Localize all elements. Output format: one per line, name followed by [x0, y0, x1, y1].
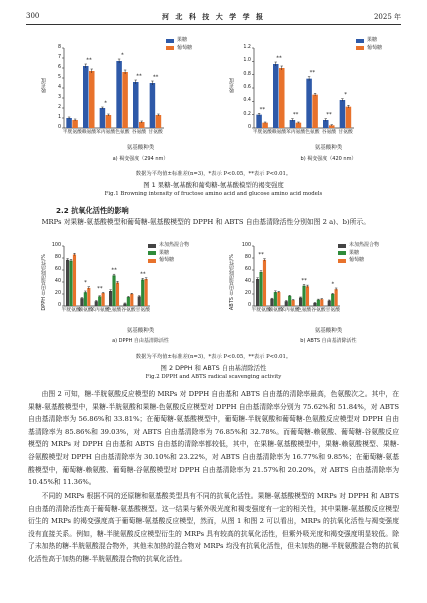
figure1-a-ylabel: 吸光度 [41, 78, 47, 93]
y-tick-label: 3 [57, 95, 61, 100]
figure1-a-legend [166, 37, 192, 52]
bar [346, 107, 352, 128]
legend-label-unheated: 未加热混合物 [159, 242, 190, 248]
x-tick-label: 色氨酸 [115, 130, 130, 135]
x-tick-label: 半胱氨酸 [61, 308, 81, 313]
x-tick-label: 谷氨酸 [321, 130, 337, 135]
page-number: 300 [26, 12, 40, 20]
x-tick-label: 色氨酸 [296, 308, 312, 313]
bar [312, 95, 318, 128]
legend-swatch-glucose [166, 46, 174, 50]
bar [106, 115, 112, 128]
legend-label-glucose: 葡萄糖 [349, 257, 365, 264]
bar [340, 100, 346, 128]
x-tick-label: 苯丙氨酸 [280, 308, 300, 313]
bar [335, 289, 338, 306]
legend-swatch-fructose [356, 39, 364, 43]
bar [66, 118, 72, 128]
x-tick-label: 甘氨酸 [148, 130, 163, 135]
bar [299, 298, 302, 306]
significance-mark: ** [309, 70, 316, 77]
bar [133, 82, 139, 128]
body-paragraph-2: 不同的 MRPs 根据不同的还原糖和氨基酸类型具有不同的抗氧化活性。果糖-氨基酸模型的 MRPs 对 DPPH 和 ABTS 自由基的清除活性高于葡萄糖-氨基酸模型。这一结果与紫外吸光度和褐变强度有一定的相关性，其中果糖-氨基酸反应模型衍生的 MRPs 的褐变强度高于葡萄糖-氨基酸反应模型，然而，从图 1 和图 2 可以看出，MRPs 的抗氧化活性与褐变强度没有直接关系。例如，糖-半胱氨酸反应模型衍生的 MRPs 具有较高的抗氧化活性，但紫外吸光度和褐变强度明显较低。除了未加热的糖-半胱氨酸混合物外，其他未加热的混合物对 MRPs 均没有抗氧化活性，但未加热的糖-半胱氨酸混合物的抗氧化活性高于加热的糖-半胱氨酸混合物的抗氧化活性。 [28, 492, 399, 563]
y-tick-label: 80 [244, 255, 251, 260]
figure2-panel-b [226, 242, 411, 352]
y-tick-label: 6 [57, 65, 61, 70]
y-tick-label: 1 [57, 115, 61, 120]
x-tick-label: 苯丙氨酸 [96, 130, 116, 135]
x-tick-label: 半胱氨酸 [252, 130, 272, 135]
bar [156, 115, 162, 128]
bar [138, 296, 141, 306]
significance-mark: * [331, 281, 335, 288]
y-tick-label: 100 [51, 243, 61, 248]
figure2-a-legend [148, 242, 189, 265]
x-tick-label: 苯丙氨酸 [90, 308, 110, 313]
y-tick-label: 4 [57, 85, 61, 90]
bar [116, 61, 122, 128]
bar [95, 301, 98, 306]
significance-mark: ** [136, 73, 142, 80]
bar [263, 260, 266, 306]
bar [306, 79, 312, 128]
y-tick-label: 80 [54, 255, 61, 260]
figure1-caption-en: Fig.1 Browning intensity of fructose amino acid and glucose amino acid models [104, 191, 323, 197]
bar [122, 72, 128, 128]
x-tick-label: 半胱氨酸 [251, 308, 271, 313]
bar [256, 115, 262, 128]
bar [100, 108, 106, 128]
figure1-a-subtitle: a) 褐变强度（294 nm） [112, 156, 169, 162]
bar [262, 123, 268, 128]
bar [270, 299, 273, 306]
y-tick-label: 40 [54, 279, 61, 284]
bar [98, 296, 101, 306]
figure2-a-ylabel: DPPH 自由基清除活性/% [41, 254, 47, 311]
significance-mark: ** [276, 55, 282, 62]
bar [317, 300, 320, 306]
legend-label-glucose: 葡萄糖 [177, 44, 193, 51]
bar [279, 68, 285, 128]
bar [259, 272, 262, 306]
significance-mark: ** [292, 112, 299, 119]
bar [285, 301, 288, 306]
figure1-note: 数据为平均值±标准差(n=3)，*表示 P<0.05，**表示 P<0.01。 [135, 171, 292, 177]
figure2-b-ylabel: ABTS 自由基清除活性/% [229, 254, 235, 311]
y-tick-label: 0.6 [243, 85, 251, 90]
legend-label-glucose: 葡萄糖 [159, 257, 175, 264]
legend-swatch-unheated [148, 244, 156, 248]
page-header [26, 12, 401, 24]
y-tick-label: 0.4 [243, 98, 251, 104]
bar [273, 64, 279, 128]
x-tick-label: 甘氨酸 [135, 308, 151, 313]
bar [141, 280, 144, 306]
significance-mark: * [84, 280, 87, 287]
bar [150, 83, 156, 128]
y-tick-label: 0.2 [243, 111, 251, 117]
intro-paragraph: MRPs 对果糖-氨基酸模型和葡萄糖-氨基酸模型的 DPPH 和 ABTS 自由基清除活性分别如图 2 a)、b)所示。 [41, 218, 371, 226]
y-tick-label: 0 [247, 125, 251, 130]
x-tick-label: 谷氨酸 [131, 130, 147, 135]
y-tick-label: 0 [57, 125, 61, 130]
bar [331, 294, 334, 306]
legend-swatch-fructose [148, 251, 156, 255]
y-tick-label: 60 [244, 267, 251, 272]
legend-swatch-fructose [338, 251, 346, 255]
publication-year: 2025 年 [373, 13, 401, 21]
significance-mark: ** [259, 106, 266, 113]
section-heading: 2.2 抗氧化活性的影响 [56, 206, 129, 215]
bar [320, 299, 323, 306]
figure2-panel-a [38, 242, 223, 352]
figure2-note: 数据为平均值±标准差(n=3)，*表示 P<0.05，**表示 P<0.01。 [135, 354, 292, 360]
bar [127, 297, 130, 306]
x-tick-label: 甘氨酸 [338, 130, 353, 135]
y-tick-label: 100 [241, 243, 251, 248]
bar [306, 286, 309, 306]
significance-mark: ** [140, 271, 146, 278]
significance-mark: ** [152, 74, 159, 81]
figure2-caption-en: Fig.2 DPPH and ABTS radical scavenging activity [145, 374, 282, 380]
bar [66, 260, 69, 306]
x-tick-label: 赖氨酸 [271, 130, 287, 135]
y-tick-label: 1.2 [243, 45, 251, 50]
legend-swatch-glucose [148, 259, 156, 263]
bar [84, 292, 87, 306]
y-tick-label: 2 [57, 105, 61, 110]
legend-label-fructose: 果糖 [159, 249, 170, 256]
bar [288, 296, 291, 306]
x-tick-label: 赖氨酸 [268, 308, 283, 313]
bar [69, 261, 72, 306]
bar [89, 71, 95, 128]
x-tick-label: 色氨酸 [305, 130, 320, 135]
legend-label-glucose: 葡萄糖 [367, 44, 383, 51]
bar [130, 294, 133, 306]
bar [72, 120, 78, 128]
x-tick-label: 甘氨酸 [325, 308, 341, 313]
significance-mark: * [120, 52, 124, 59]
figure1-b-legend [356, 37, 382, 52]
header-rule [26, 24, 401, 25]
significance-mark: ** [97, 285, 103, 292]
figure1-b-subtitle: b) 褐变强度（420 nm） [300, 156, 357, 162]
figure2-b-legend [338, 242, 379, 265]
significance-mark: ** [111, 267, 117, 274]
x-tick-label: 谷氨酸 [121, 308, 136, 313]
legend-label-fructose: 果糖 [177, 37, 188, 43]
y-tick-label: 0 [57, 303, 61, 308]
figure1-b-xlabel: 氨基酸种类 [314, 145, 343, 151]
x-tick-label: 赖氨酸 [81, 130, 97, 135]
figure1-a-xlabel: 氨基酸种类 [126, 145, 155, 151]
bar [302, 286, 305, 306]
x-tick-label: 色氨酸 [106, 308, 122, 313]
x-tick-label: 半胱氨酸 [62, 130, 82, 135]
legend-label-unheated: 未加热混合物 [349, 242, 380, 248]
journal-title: 河 北 科 技 大 学 学 报 [161, 12, 266, 21]
significance-mark: ** [258, 252, 264, 259]
figure1-panel-b [226, 30, 411, 170]
significance-mark: ** [301, 278, 307, 285]
figure1-caption: 图 1 果糖-氨基酸和葡萄糖-氨基酸模型的褐变强度 [143, 181, 284, 189]
figure2-caption: 图 2 DPPH 和 ABTS 自由基清除活性 [160, 364, 267, 372]
y-tick-label: 1.0 [243, 58, 251, 64]
bar [87, 288, 90, 306]
legend-swatch-glucose [338, 259, 346, 263]
y-tick-label: 0.8 [243, 71, 251, 77]
y-tick-label: 5 [57, 75, 61, 80]
legend-swatch-fructose [166, 39, 174, 43]
significance-mark: ** [326, 112, 332, 119]
bar [112, 275, 115, 306]
figure2-panel-b-plot [226, 242, 411, 352]
bar [256, 279, 259, 306]
significance-mark: ** [86, 57, 92, 64]
figure2-a-subtitle: a) DPPH 自由基清除活性 [112, 338, 169, 344]
bar [102, 293, 105, 306]
bar [277, 292, 280, 306]
figure2-panel-a-plot [38, 242, 223, 352]
figure2-b-subtitle: b) ABTS 自由基清除活性 [300, 338, 357, 344]
bar [274, 292, 277, 306]
bar [145, 279, 148, 306]
bar [116, 283, 119, 306]
bar [328, 301, 331, 306]
y-tick-label: 40 [244, 279, 251, 284]
figure2-b-xlabel: 氨基酸种类 [314, 328, 343, 334]
figure1-panel-a [38, 30, 223, 170]
bar [83, 66, 89, 128]
y-tick-label: 20 [54, 291, 61, 296]
legend-label-fructose: 果糖 [367, 37, 378, 43]
x-tick-label: 谷氨酸 [311, 308, 326, 313]
x-tick-label: 苯丙氨酸 [286, 130, 306, 135]
bar [73, 254, 76, 306]
legend-label-fructose: 果糖 [349, 249, 360, 256]
bar [292, 300, 295, 306]
legend-swatch-unheated [338, 244, 346, 248]
significance-mark: * [104, 100, 108, 107]
significance-mark: * [344, 92, 348, 99]
x-tick-label: 赖氨酸 [78, 308, 93, 313]
y-tick-label: 8 [57, 45, 61, 50]
bar [296, 123, 302, 128]
y-tick-label: 0 [247, 303, 251, 308]
bar [80, 298, 83, 306]
bar [109, 291, 112, 306]
figure2-a-xlabel: 氨基酸种类 [126, 328, 155, 334]
body-paragraph-1: 由图 2 可知，糖-半胱氨酸反应模型的 MRPs 对 DPPH 自由基和 ABTS 自由基的清除率最高，色氨酸次之。其中，在果糖-氨基酸模型中，果糖-半胱氨酸和果糖-色氨酸反应模型对 DPPH 自由基清除率分别为 75.62%和 51.84%，对 ABTS 自由基清除率为 56.86%和 33.81%；在葡萄糖-氨基酸模型中，葡萄糖-半胱氨酸和葡萄糖-色氨酸反应模型对 DPPH 自由基清除率为 85.86%和 39.03%，对 ABTS 自由基清除率为 76.85%和 32.78%。而葡萄糖-赖氨酸、葡萄糖-谷氨酸反应模型的 MRPs 对 DPPH 自由基和 ABTS 自由基的清除率都较低，其中，在果糖-氨基酸模型中，果糖-赖氨酸模型、果糖-谷氨酸模型对 DPPH 自由基清除率为 30.10%和 23.22%，对 ABTS 自由基清除率为 16.77%和 9.85%；在葡萄糖-氨基酸模型中，葡萄糖-赖氨酸、葡萄糖-谷氨酸模型对 DPPH 自由基清除率为 21.57%和 20.20%，对 ABTS 自由基清除率为 10.45%和 11.36%。 [28, 390, 399, 487]
y-tick-label: 7 [57, 55, 61, 60]
figure1-b-ylabel: 吸光度 [229, 78, 235, 93]
y-tick-label: 20 [244, 291, 251, 296]
legend-swatch-glucose [356, 46, 364, 50]
y-tick-label: 60 [54, 267, 61, 272]
